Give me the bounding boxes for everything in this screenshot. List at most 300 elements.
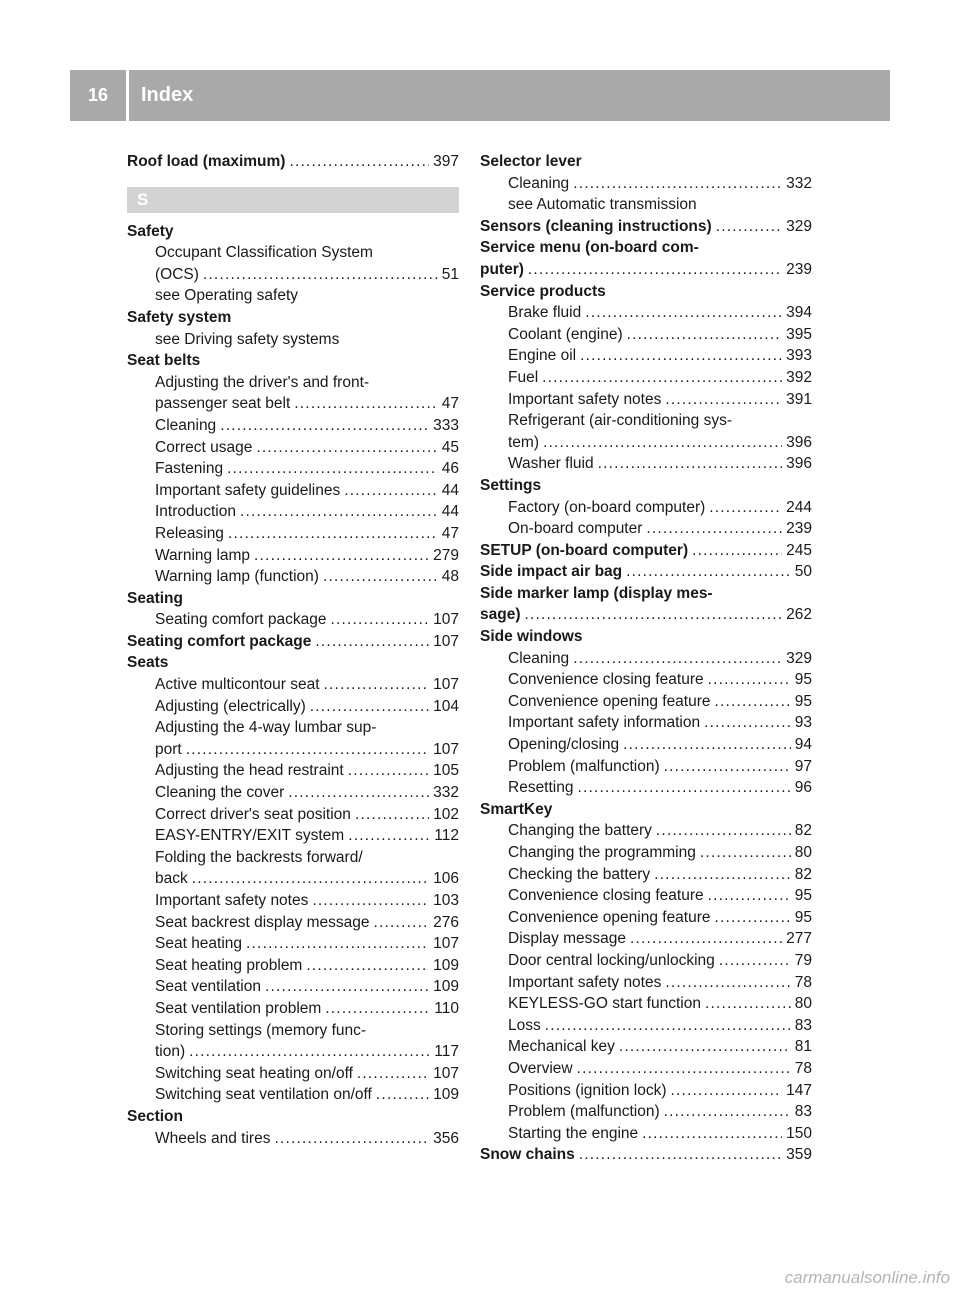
leader-dots <box>665 389 782 411</box>
page-title: Index <box>141 84 194 106</box>
page-reference: 239 <box>786 520 812 538</box>
entry-text: SmartKey <box>480 800 553 818</box>
index-entry <box>127 221 459 243</box>
index-subentry <box>127 545 459 567</box>
entry-text: Seating comfort package <box>127 632 312 650</box>
index-column-right <box>480 151 812 1166</box>
index-subentry <box>127 264 459 286</box>
entry-text: Section <box>127 1107 183 1125</box>
page-reference: 110 <box>434 999 459 1017</box>
entry-text: Introduction <box>155 503 236 521</box>
page-reference: 95 <box>794 887 812 905</box>
page-reference: 356 <box>433 1129 459 1147</box>
leader-dots <box>323 566 438 588</box>
entry-text: Important safety notes <box>155 892 309 909</box>
entry-text: see Automatic transmission <box>508 196 697 214</box>
page-reference: 239 <box>786 260 812 278</box>
index-entry <box>480 626 812 648</box>
page-reference: 82 <box>794 865 812 883</box>
index-subentry <box>127 998 459 1020</box>
index-subentry <box>480 497 812 519</box>
page-reference: 80 <box>794 995 812 1013</box>
leader-dots <box>254 545 429 567</box>
leader-dots <box>325 998 430 1020</box>
leader-dots <box>289 151 429 173</box>
entry-text: Warning lamp <box>155 546 251 564</box>
page-reference: 397 <box>433 153 459 170</box>
entry-text: back <box>155 870 188 888</box>
entry-text: passenger seat belt <box>155 395 291 413</box>
page-reference: 150 <box>786 1124 812 1142</box>
entry-text: Loss <box>508 1016 541 1034</box>
index-subentry <box>480 1036 812 1058</box>
entry-text: Cleaning the cover <box>155 784 285 802</box>
entry-text: see Driving safety systems <box>155 330 340 348</box>
leader-dots <box>240 501 438 523</box>
watermark: carmanualsonline.info <box>784 1268 950 1287</box>
index-subentry <box>480 453 812 475</box>
page-reference: 332 <box>433 784 459 802</box>
leader-dots <box>692 540 782 562</box>
entry-text: Seat heating problem <box>155 956 303 974</box>
entry-text: Service menu (on-board com- <box>480 239 699 257</box>
index-subentry <box>480 669 812 691</box>
leader-dots <box>306 955 429 977</box>
page-reference: 107 <box>433 935 459 953</box>
leader-dots <box>704 712 791 734</box>
index-subentry <box>480 367 812 389</box>
leader-dots <box>203 264 438 286</box>
page-reference: 93 <box>794 714 812 732</box>
page-reference: 109 <box>433 978 459 996</box>
entry-text: Door central locking/unlocking <box>508 951 715 969</box>
entry-text: Sensors (cleaning instructions) <box>480 217 712 235</box>
entry-text: puter) <box>480 260 524 278</box>
index-subentry <box>480 756 812 778</box>
entry-text: Wheels and tires <box>155 1129 271 1147</box>
index-subentry <box>127 696 459 718</box>
header-divider <box>126 70 129 121</box>
entry-text: Releasing <box>155 524 224 542</box>
leader-dots <box>598 453 783 475</box>
entry-text: KEYLESS-GO start function <box>508 995 701 1013</box>
index-subentry <box>127 415 459 437</box>
index-subentry <box>127 372 459 394</box>
page-reference: 95 <box>794 671 812 689</box>
index-entry <box>480 475 812 497</box>
index-subentry <box>127 480 459 502</box>
page-reference: 359 <box>786 1146 812 1164</box>
entry-text: Washer fluid <box>508 455 594 473</box>
entry-text: Starting the engine <box>508 1124 639 1142</box>
leader-dots <box>579 1144 782 1166</box>
page-reference: 329 <box>786 217 812 235</box>
entry-text: Fastening <box>155 460 224 478</box>
page-reference: 109 <box>433 956 459 974</box>
leader-dots <box>715 907 791 929</box>
index-entry <box>480 237 812 259</box>
entry-text: Adjusting (electrically) <box>155 697 306 715</box>
index-subentry <box>127 717 459 739</box>
index-subentry <box>127 242 459 264</box>
leader-dots <box>310 696 429 718</box>
page-reference: 391 <box>786 390 812 408</box>
index-subentry <box>480 1058 812 1080</box>
leader-dots <box>227 458 438 480</box>
entry-text: Seat backrest display message <box>155 913 370 931</box>
entry-text: Convenience opening feature <box>508 692 711 710</box>
index-subentry <box>127 674 459 696</box>
leader-dots <box>288 782 429 804</box>
index-subentry <box>127 1020 459 1042</box>
page-reference: 107 <box>433 632 459 650</box>
leader-dots <box>627 324 783 346</box>
page-reference: 46 <box>441 460 459 478</box>
entry-text: Seat belts <box>127 352 201 370</box>
leader-dots <box>623 734 791 756</box>
entry-text: Changing the programming <box>508 844 696 861</box>
leader-dots <box>664 756 791 778</box>
index-subentry <box>480 410 812 432</box>
index-subentry <box>127 933 459 955</box>
index-subentry <box>480 950 812 972</box>
leader-dots <box>542 367 782 389</box>
leader-dots <box>528 259 782 281</box>
index-subentry <box>127 1084 459 1106</box>
entry-text: Settings <box>480 476 542 494</box>
leader-dots <box>577 1058 791 1080</box>
entry-text: Roof load (maximum) <box>127 153 286 170</box>
leader-dots <box>664 1101 791 1123</box>
entry-text: tion) <box>155 1043 186 1061</box>
index-subentry <box>127 1063 459 1085</box>
index-subentry <box>127 890 459 912</box>
page-reference: 82 <box>794 822 812 840</box>
index-entry <box>480 281 812 303</box>
index-subentry <box>480 432 812 454</box>
index-subentry <box>127 782 459 804</box>
entry-text: Overview <box>508 1059 573 1077</box>
leader-dots <box>228 523 438 545</box>
page-reference: 103 <box>433 892 459 909</box>
index-subentry <box>480 389 812 411</box>
right-entries <box>480 151 812 1166</box>
index-subentry <box>480 734 812 756</box>
index-subentry <box>480 518 812 540</box>
index-entry <box>127 631 459 653</box>
index-subentry <box>480 345 812 367</box>
leader-dots <box>656 820 791 842</box>
page-reference: 333 <box>433 416 459 434</box>
page-reference: 396 <box>786 455 812 473</box>
page-reference: 95 <box>794 692 812 710</box>
page-reference: 117 <box>434 1043 459 1061</box>
index-subentry <box>480 972 812 994</box>
page-reference: 83 <box>794 1016 812 1034</box>
leader-dots <box>348 825 430 847</box>
page-reference: 44 <box>441 481 459 499</box>
page-reference: 47 <box>441 524 459 542</box>
leader-dots <box>192 868 429 890</box>
entry-text: Convenience closing feature <box>508 887 704 905</box>
page-reference: 107 <box>433 740 459 758</box>
page-reference: 107 <box>433 611 459 629</box>
entry-text: Cleaning <box>508 174 570 192</box>
page-reference: 276 <box>433 913 459 931</box>
leader-dots <box>189 1041 430 1063</box>
entry-text: Convenience closing feature <box>508 671 704 689</box>
index-subentry <box>127 393 459 415</box>
entry-text: Important safety guidelines <box>155 481 341 499</box>
leader-dots <box>619 1036 791 1058</box>
entry-text: see Operating safety <box>155 287 299 305</box>
leader-dots <box>716 216 782 238</box>
index-entry <box>480 151 812 173</box>
entry-text: Resetting <box>508 779 574 797</box>
page-reference: 95 <box>794 908 812 926</box>
index-subentry <box>127 739 459 761</box>
leader-dots <box>543 432 782 454</box>
entry-text: Cleaning <box>508 649 570 667</box>
entry-text: Adjusting the head restraint <box>155 762 344 780</box>
page-reference: 392 <box>786 368 812 386</box>
index-subentry <box>480 648 812 670</box>
page-reference: 245 <box>786 541 812 559</box>
leader-dots <box>545 1015 791 1037</box>
leader-dots <box>348 760 429 782</box>
entry-text: Engine oil <box>508 347 577 365</box>
index-subentry <box>480 842 812 864</box>
entry-text: Active multicontour seat <box>155 676 320 694</box>
leader-dots <box>719 950 791 972</box>
index-subentry <box>127 825 459 847</box>
left-before-section <box>127 151 459 173</box>
index-subentry <box>480 324 812 346</box>
index-subentry <box>127 1128 459 1150</box>
leader-dots <box>577 777 790 799</box>
index-entry <box>127 350 459 372</box>
index-subentry <box>480 820 812 842</box>
entry-text: Important safety notes <box>508 973 662 991</box>
index-subentry <box>127 804 459 826</box>
entry-text: SETUP (on-board computer) <box>480 541 689 559</box>
entry-text: Switching seat heating on/off <box>155 1064 353 1082</box>
entry-text: Side marker lamp (display mes- <box>480 584 713 602</box>
index-subentry <box>480 928 812 950</box>
leader-dots <box>324 674 430 696</box>
entry-text: Coolant (engine) <box>508 325 623 343</box>
index-subentry <box>127 912 459 934</box>
index-entry <box>480 540 812 562</box>
index-subentry <box>127 868 459 890</box>
index-entry <box>480 604 812 626</box>
index-subentry <box>480 1123 812 1145</box>
leader-dots <box>642 1123 782 1145</box>
leader-dots <box>573 648 782 670</box>
entry-text: Important safety notes <box>508 390 662 408</box>
leader-dots <box>630 928 782 950</box>
leader-dots <box>357 1063 429 1085</box>
leader-dots <box>709 497 782 519</box>
index-entry <box>127 588 459 610</box>
leader-dots <box>355 804 429 826</box>
entry-text: Side impact air bag <box>480 563 623 581</box>
entry-text: Brake fluid <box>508 304 582 322</box>
entry-text: EASY-ENTRY/EXIT system <box>155 827 345 845</box>
leader-dots <box>580 345 782 367</box>
leader-dots <box>294 393 437 415</box>
entry-text: Checking the battery <box>508 865 651 883</box>
entry-text: Factory (on-board computer) <box>508 498 706 516</box>
entry-text: Service products <box>480 282 606 300</box>
leader-dots <box>715 691 791 713</box>
page-reference: 96 <box>794 779 812 797</box>
leader-dots <box>315 631 429 653</box>
index-entry <box>480 583 812 605</box>
entry-text: Side windows <box>480 628 583 646</box>
entry-text: Folding the backrests forward/ <box>155 848 363 866</box>
entry-text: Cleaning <box>155 416 217 434</box>
page-reference: 45 <box>441 438 459 456</box>
page-reference: 83 <box>794 1103 812 1121</box>
entry-text: Correct driver's seat position <box>155 805 351 823</box>
index-subentry <box>127 329 459 351</box>
index-subentry <box>480 691 812 713</box>
index-subentry <box>480 1101 812 1123</box>
index-entry <box>480 561 812 583</box>
leader-dots <box>330 609 429 631</box>
page-reference: 105 <box>433 762 459 780</box>
index-subentry <box>480 194 812 216</box>
entry-text: Safety system <box>127 308 232 326</box>
index-subentry <box>480 864 812 886</box>
index-subentry <box>127 285 459 307</box>
index-subentry <box>127 458 459 480</box>
leader-dots <box>376 1084 429 1106</box>
entry-text: Seat heating <box>155 935 243 953</box>
page-reference: 329 <box>786 649 812 667</box>
page-reference: 244 <box>786 498 812 516</box>
leader-dots <box>312 890 429 912</box>
leader-dots <box>265 976 429 998</box>
entry-text: Important safety information <box>508 714 701 732</box>
index-subentry <box>127 1041 459 1063</box>
entry-text: Snow chains <box>480 1146 575 1164</box>
entry-text: sage) <box>480 606 521 624</box>
page-reference: 106 <box>433 870 459 888</box>
entry-text: Switching seat ventilation on/off <box>155 1086 372 1104</box>
entry-text: Correct usage <box>155 438 253 456</box>
index-subentry <box>127 847 459 869</box>
index-subentry <box>127 609 459 631</box>
index-subentry <box>127 437 459 459</box>
entry-text: Seats <box>127 654 169 672</box>
index-subentry <box>480 302 812 324</box>
entry-text: Storing settings (memory func- <box>155 1021 367 1039</box>
index-subentry <box>127 501 459 523</box>
leader-dots <box>256 437 437 459</box>
page-reference: 396 <box>786 433 812 451</box>
entry-text: Fuel <box>508 368 539 386</box>
entry-text: Seat ventilation problem <box>155 999 322 1017</box>
leader-dots <box>654 864 791 886</box>
entry-text: Safety <box>127 222 174 240</box>
index-subentry <box>480 777 812 799</box>
leader-dots <box>708 885 791 907</box>
entry-text: Occupant Classification System <box>155 244 373 262</box>
leader-dots <box>626 561 791 583</box>
section-letter-bar: S <box>127 187 459 213</box>
entry-text: Positions (ignition lock) <box>508 1081 667 1099</box>
leader-dots <box>585 302 782 324</box>
index-subentry <box>480 173 812 195</box>
index-entry <box>127 307 459 329</box>
index-entry <box>127 151 459 173</box>
index-entry <box>480 216 812 238</box>
leader-dots <box>671 1080 783 1102</box>
index-subentry <box>127 760 459 782</box>
index-subentry <box>127 566 459 588</box>
index-subentry <box>480 712 812 734</box>
entry-text: Adjusting the 4-way lumbar sup- <box>155 719 377 737</box>
page-reference: 395 <box>786 325 812 343</box>
leader-dots <box>246 933 429 955</box>
page-reference: 109 <box>433 1086 459 1104</box>
entry-text: Seating comfort package <box>155 611 327 629</box>
page-reference: 79 <box>794 951 812 969</box>
page-reference: 104 <box>433 697 459 715</box>
leader-dots <box>700 842 791 864</box>
page-reference: 97 <box>794 757 812 775</box>
page-reference: 81 <box>794 1038 812 1056</box>
entry-text: On-board computer <box>508 520 643 538</box>
page-reference: 107 <box>433 1064 459 1082</box>
left-entries <box>127 221 459 1150</box>
page-reference: 80 <box>794 844 812 861</box>
leader-dots <box>708 669 791 691</box>
page-reference: 394 <box>786 304 812 322</box>
index-subentry <box>480 1015 812 1037</box>
leader-dots <box>344 480 438 502</box>
page-reference: 147 <box>786 1081 812 1099</box>
page-reference: 50 <box>794 563 812 581</box>
leader-dots <box>220 415 429 437</box>
page-reference: 102 <box>433 805 459 823</box>
page-reference: 48 <box>441 568 459 586</box>
page-reference: 78 <box>794 1059 812 1077</box>
page-reference: 47 <box>441 395 459 413</box>
leader-dots <box>573 173 782 195</box>
index-subentry <box>480 885 812 907</box>
entry-text: Selector lever <box>480 153 582 170</box>
page-reference: 279 <box>433 546 459 564</box>
index-subentry <box>480 1080 812 1102</box>
index-entry <box>127 1106 459 1128</box>
entry-text: Adjusting the driver's and front- <box>155 373 370 391</box>
entry-text: tem) <box>508 433 539 451</box>
entry-text: Warning lamp (function) <box>155 568 319 586</box>
page-reference: 112 <box>434 827 459 845</box>
page-reference: 277 <box>786 930 812 948</box>
leader-dots <box>186 739 429 761</box>
index-column-left <box>127 151 459 1149</box>
index-entry <box>480 259 812 281</box>
entry-text: Mechanical key <box>508 1038 615 1056</box>
entry-text: Changing the battery <box>508 822 652 840</box>
entry-text: Seating <box>127 589 183 607</box>
leader-dots <box>525 604 783 626</box>
index-entry <box>480 1144 812 1166</box>
